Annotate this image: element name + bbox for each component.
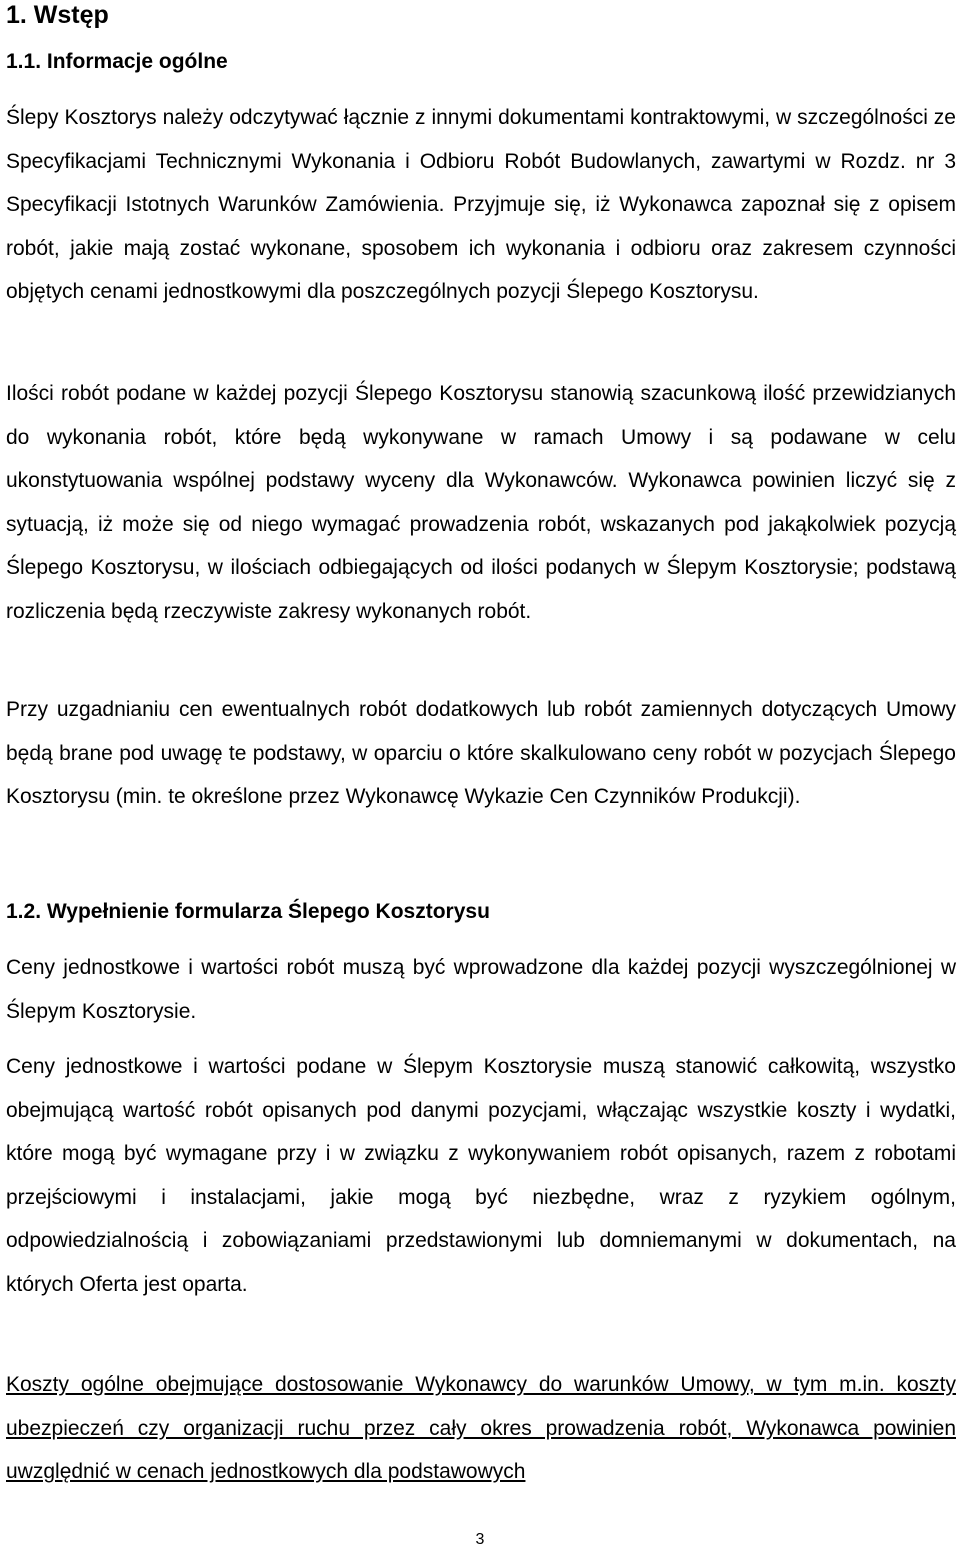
section-1-1-paragraph-2: Ilości robót podane w każdej pozycji Ślepego Kosztorysu stanowią szacunkową ilość przewidzianych do wykonania robót, które będą wykonywane w ramach Umowy i są podawane w celu ukonstytuowania wspólnej podstawy wyceny dla Wykonawców. Wykonawca powinien liczyć się z sytuacją, iż może się od niego wymagać prowadzenia robót, wskazanych pod jakąkolwiek pozycją Ślepego Kosztorysu, w ilościach odbiegających od ilości podanych w Ślepym Kosztorysie; podstawą rozliczenia będą rzeczywiste zakresy wykonanych robót. (6, 382, 956, 623)
section-1-2-paragraph-1: Ceny jednostkowe i wartości robót muszą być wprowadzone dla każdej pozycji wyszczególnionej w Ślepym Kosztorysie. (6, 956, 956, 1023)
section-1-2-paragraph-3-underlined: Koszty ogólne obejmujące dostosowanie Wykonawcy do warunków Umowy, w tym m.in. koszty ubezpieczeń czy organizacji ruchu przez cały okres prowadzenia robót, Wykonawca powinien uwzględnić w cenach jednostkowych dla podstawowych (6, 1373, 956, 1484)
chapter-heading: 1. Wstęp (6, 1, 109, 29)
page-number: 3 (475, 1531, 485, 1548)
section-1-2-heading: 1.2. Wypełnienie formularza Ślepego Kosztorysu (6, 900, 490, 923)
section-1-1-paragraph-1: Ślepy Kosztorys należy odczytywać łącznie z innymi dokumentami kontraktowymi, w szczególności ze Specyfikacjami Technicznymi Wykonania i Odbioru Robót Budowlanych, zawartymi w Rozdz. nr 3 Specyfikacji Istotnych Warunków Zamówienia. Przyjmuje się, iż Wykonawca zapoznał się z opisem robót, jakie mają zostać wykonane, sposobem ich wykonania i odbioru oraz zakresem czynności objętych cenami jednostkowymi dla poszczególnych pozycji Ślepego Kosztorysu. (6, 106, 956, 304)
section-1-2-paragraph-2: Ceny jednostkowe i wartości podane w Ślepym Kosztorysie muszą stanowić całkowitą, wszystko obejmującą wartość robót opisanych pod danymi pozycjami, włączając wszystkie koszty i wydatki, które mogą być wymagane przy i w związku z wykonywaniem robót opisanych, razem z robotami przejściowymi i instalacjami, jakie mogą być niezbędne, wraz z ryzykiem ogólnym, odpowiedzialnością i zobowiązaniami przedstawionymi lub domniemanymi w dokumentach, na których Oferta jest oparta. (6, 1055, 956, 1296)
section-1-1-heading: 1.1. Informacje ogólne (6, 50, 228, 73)
section-1-1-paragraph-3: Przy uzgadnianiu cen ewentualnych robót dodatkowych lub robót zamiennych dotyczących Umowy będą brane pod uwagę te podstawy, w oparciu o które skalkulowano ceny robót w pozycjach Ślepego Kosztorysu (min. te określone przez Wykonawcę Wykazie Cen Czynników Produkcji). (6, 698, 956, 809)
